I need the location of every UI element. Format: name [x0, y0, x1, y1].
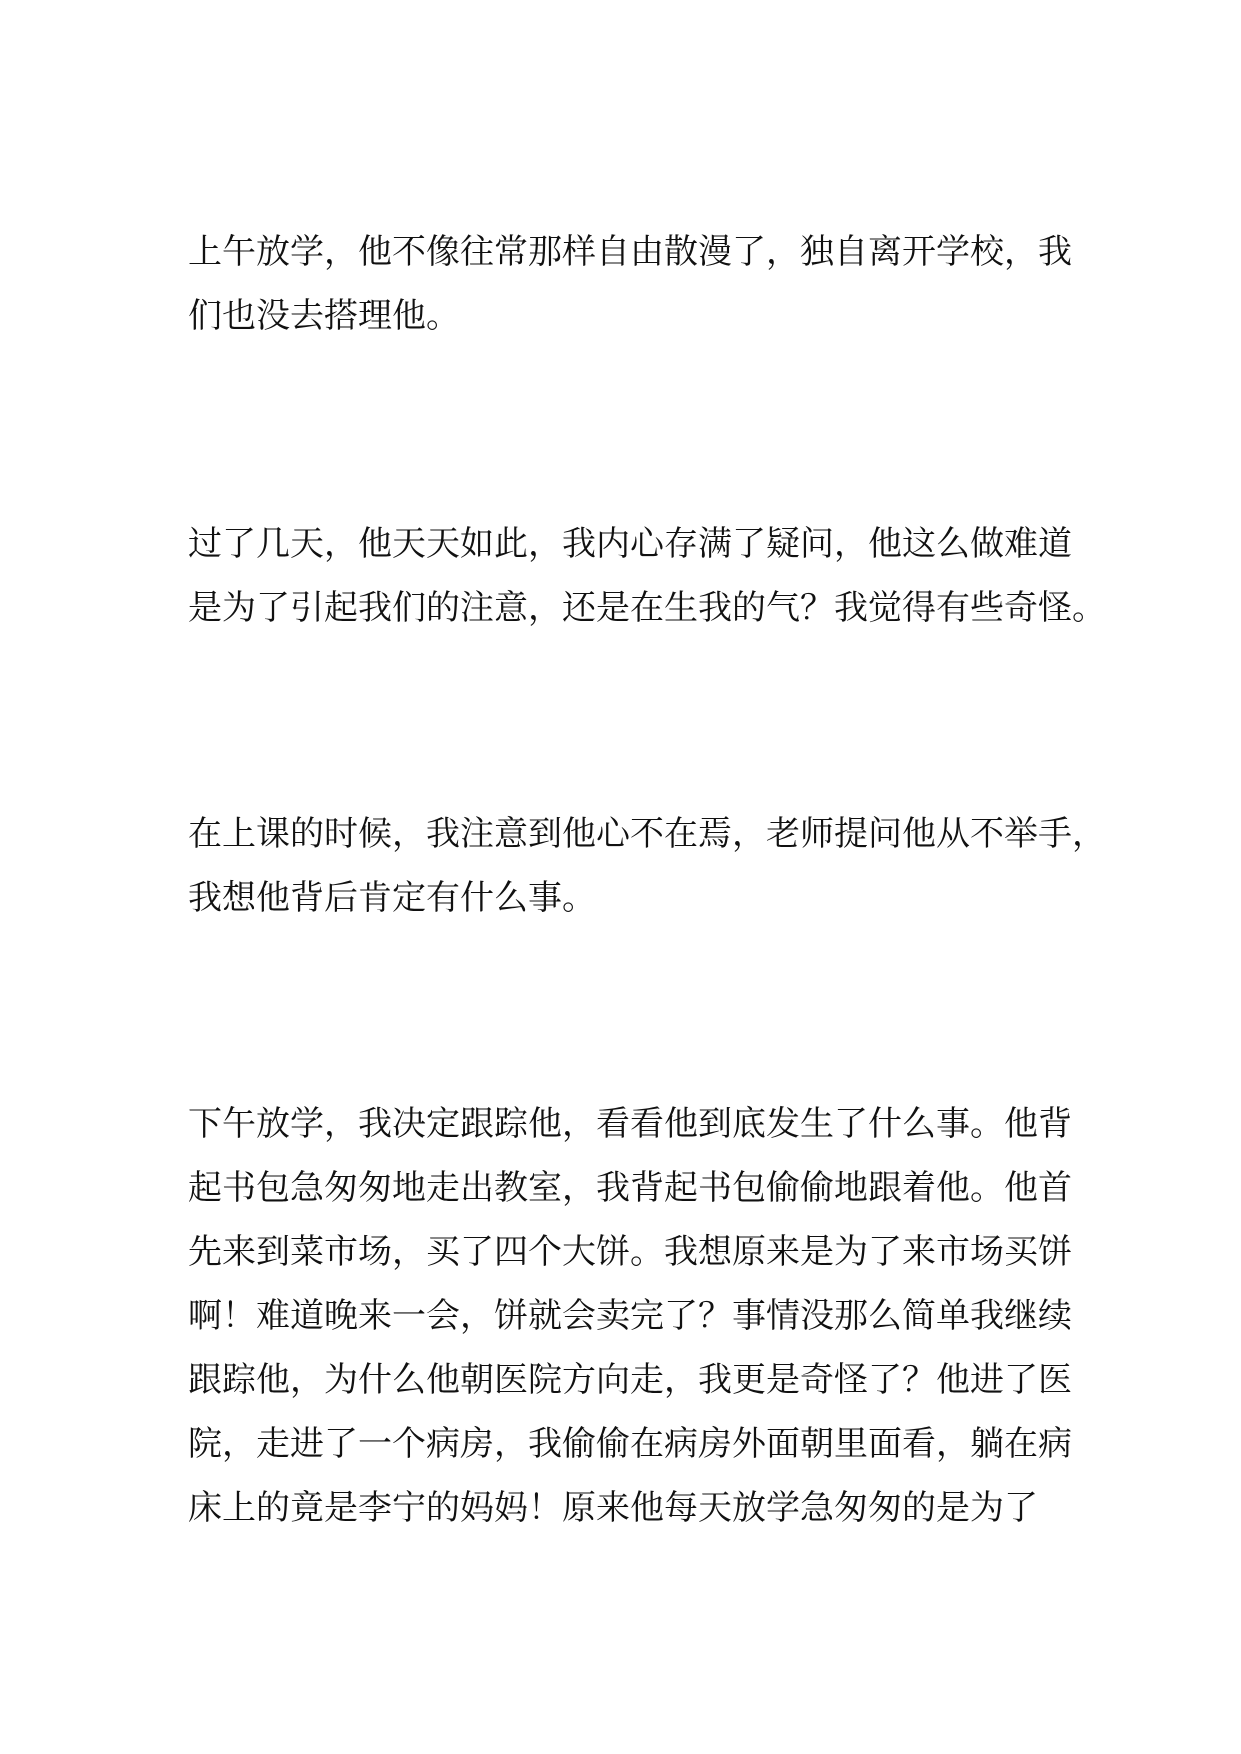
paragraph-line: 们也没去搭理他。: [188, 296, 460, 336]
paragraph-line: 跟踪他，为什么他朝医院方向走，我更是奇怪了？他进了医: [188, 1360, 1072, 1400]
paragraph-line: 我想他背后肯定有什么事。: [188, 878, 596, 918]
paragraph-line: 上午放学，他不像往常那样自由散漫了，独自离开学校，我: [188, 232, 1072, 272]
paragraph-line: 啊！难道晚来一会，饼就会卖完了？事情没那么简单我继续: [188, 1296, 1072, 1336]
paragraph-line: 起书包急匆匆地走出教室，我背起书包偷偷地跟着他。他首: [188, 1168, 1072, 1208]
paragraph-line: 院，走进了一个病房，我偷偷在病房外面朝里面看，躺在病: [188, 1424, 1072, 1464]
paragraph-line: 过了几天，他天天如此，我内心存满了疑问，他这么做难道: [188, 524, 1072, 564]
paragraph-line: 在上课的时候，我注意到他心不在焉，老师提问他从不举手，: [188, 814, 1106, 854]
paragraph-line: 是为了引起我们的注意，还是在生我的气？我觉得有些奇怪。: [188, 588, 1106, 628]
paragraph-line: 先来到菜市场，买了四个大饼。我想原来是为了来市场买饼: [188, 1232, 1072, 1272]
paragraph-line: 床上的竟是李宁的妈妈！原来他每天放学急匆匆的是为了: [188, 1488, 1038, 1528]
paragraph-line: 下午放学，我决定跟踪他，看看他到底发生了什么事。他背: [188, 1104, 1072, 1144]
